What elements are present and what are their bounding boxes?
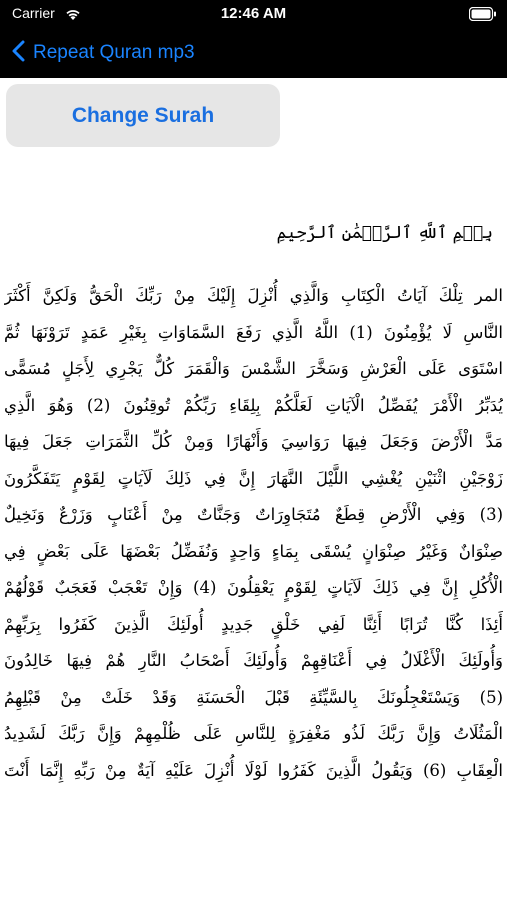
back-button[interactable] [12,38,195,68]
surah-text-line: النَّاسِ لَا يُؤْمِنُونَ (1) اللَّهُ الَّذِي رَفَعَ السَّمَاوَاتِ بِغَيْرِ عَمَدٍ تَرَوْنَهَا ثُمَّ [4,322,503,342]
chevron-left-icon [12,40,25,66]
surah-text-line: أَئِذَا كُنَّا تُرَابًا أَئِنَّا لَفِي خَلْقٍ جَدِيدٍ أُولَئِكَ الَّذِينَ كَفَرُوا بِرَبِّهِمْ [4,614,503,634]
surah-text-line: الْمَثُلَاتُ وَإِنَّ رَبَّكَ لَذُو مَغْفِرَةٍ لِلنَّاسِ عَلَى ظُلْمِهِمْ وَإِنَّ رَبَّكَ لَشَدِيدُ [4,724,503,743]
surah-text-line: الْعِقَابِ (6) وَيَقُولُ الَّذِينَ كَفَرُوا لَوْلَا أُنْزِلَ عَلَيْهِ آيَةٌ مِنْ رَبِّهِ إِنَّمَا أَنْتَ [4,760,503,780]
surah-text-line: يُدَبِّرُ الْأَمْرَ يُفَصِّلُ الْآيَاتِ لَعَلَّكُمْ بِلِقَاءِ رَبِّكُمْ تُوقِنُونَ (2) وَهُوَ الَّذِي [4,395,503,415]
surah-text-line: مَدَّ الْأَرْضَ وَجَعَلَ فِيهَا رَوَاسِيَ وَأَنْهَارًا وَمِنْ كُلِّ الثَّمَرَاتِ جَعَلَ فِيهَا [4,432,503,451]
navigation-bar [0,28,507,78]
surah-text-line: (5) وَيَسْتَعْجِلُونَكَ بِالسَّيِّئَةِ قَبْلَ الْحَسَنَةِ وَقَدْ خَلَتْ مِنْ قَبْلِهِمُ [4,687,503,707]
status-bar [0,0,507,28]
surah-text-line: اسْتَوَى عَلَى الْعَرْشِ وَسَخَّرَ الشَّمْسَ وَالْقَمَرَ كُلٌّ يَجْرِي لِأَجَلٍ مُسَمًّى [4,359,503,378]
surah-text [4,278,503,900]
surah-text-line: زَوْجَيْنِ اثْنَيْنِ يُغْشِي اللَّيْلَ النَّهَارَ إِنَّ فِي ذَلِكَ لَآيَاتٍ لِقَوْمٍ يَتَفَكَّرُونَ [4,468,503,488]
surah-text-line: وَأُولَئِكَ الْأَغْلَالُ فِي أَعْنَاقِهِمْ وَأُولَئِكَ أَصْحَابُ النَّارِ هُمْ فِيهَا خَالِدُونَ [4,651,503,670]
status-time: 12:46 AM [220,5,287,22]
back-button-label: Repeat Quran mp3 [33,42,195,63]
surah-text-line: المر تِلْكَ آيَاتُ الْكِتَابِ وَالَّذِي أُنْزِلَ إِلَيْكَ مِنْ رَبِّكَ الْحَقُّ وَلَكِنَّ أَكْثَرَ [4,286,503,305]
surah-text-line: صِنْوَانٌ وَغَيْرُ صِنْوَانٍ يُسْقَى بِمَاءٍ وَاحِدٍ وَنُفَضِّلُ بَعْضَهَا عَلَى بَعْضٍ فِي [4,541,503,561]
carrier-label: Carrier [12,5,55,21]
surah-text-line: (3) وَفِي الْأَرْضِ قِطَعٌ مُتَجَاوِرَاتٌ وَجَنَّاتٌ مِنْ أَعْنَابٍ وَزَرْعٌ وَنَخِيلٌ [4,505,503,524]
surah-text-line: الْأُكُلِ إِنَّ فِي ذَلِكَ لَآيَاتٍ لِقَوْمٍ يَعْقِلُونَ (4) وَإِنْ تَعْجَبْ فَعَجَبٌ قَوْلُهُمْ [4,578,503,597]
change-surah-button[interactable]: Change Surah [6,84,280,147]
battery-icon [469,6,497,25]
basmala: بِسۡمِ ٱللَّهِ ٱلرَّحۡمَٰنِ ٱلرَّحِيمِ [276,223,493,243]
